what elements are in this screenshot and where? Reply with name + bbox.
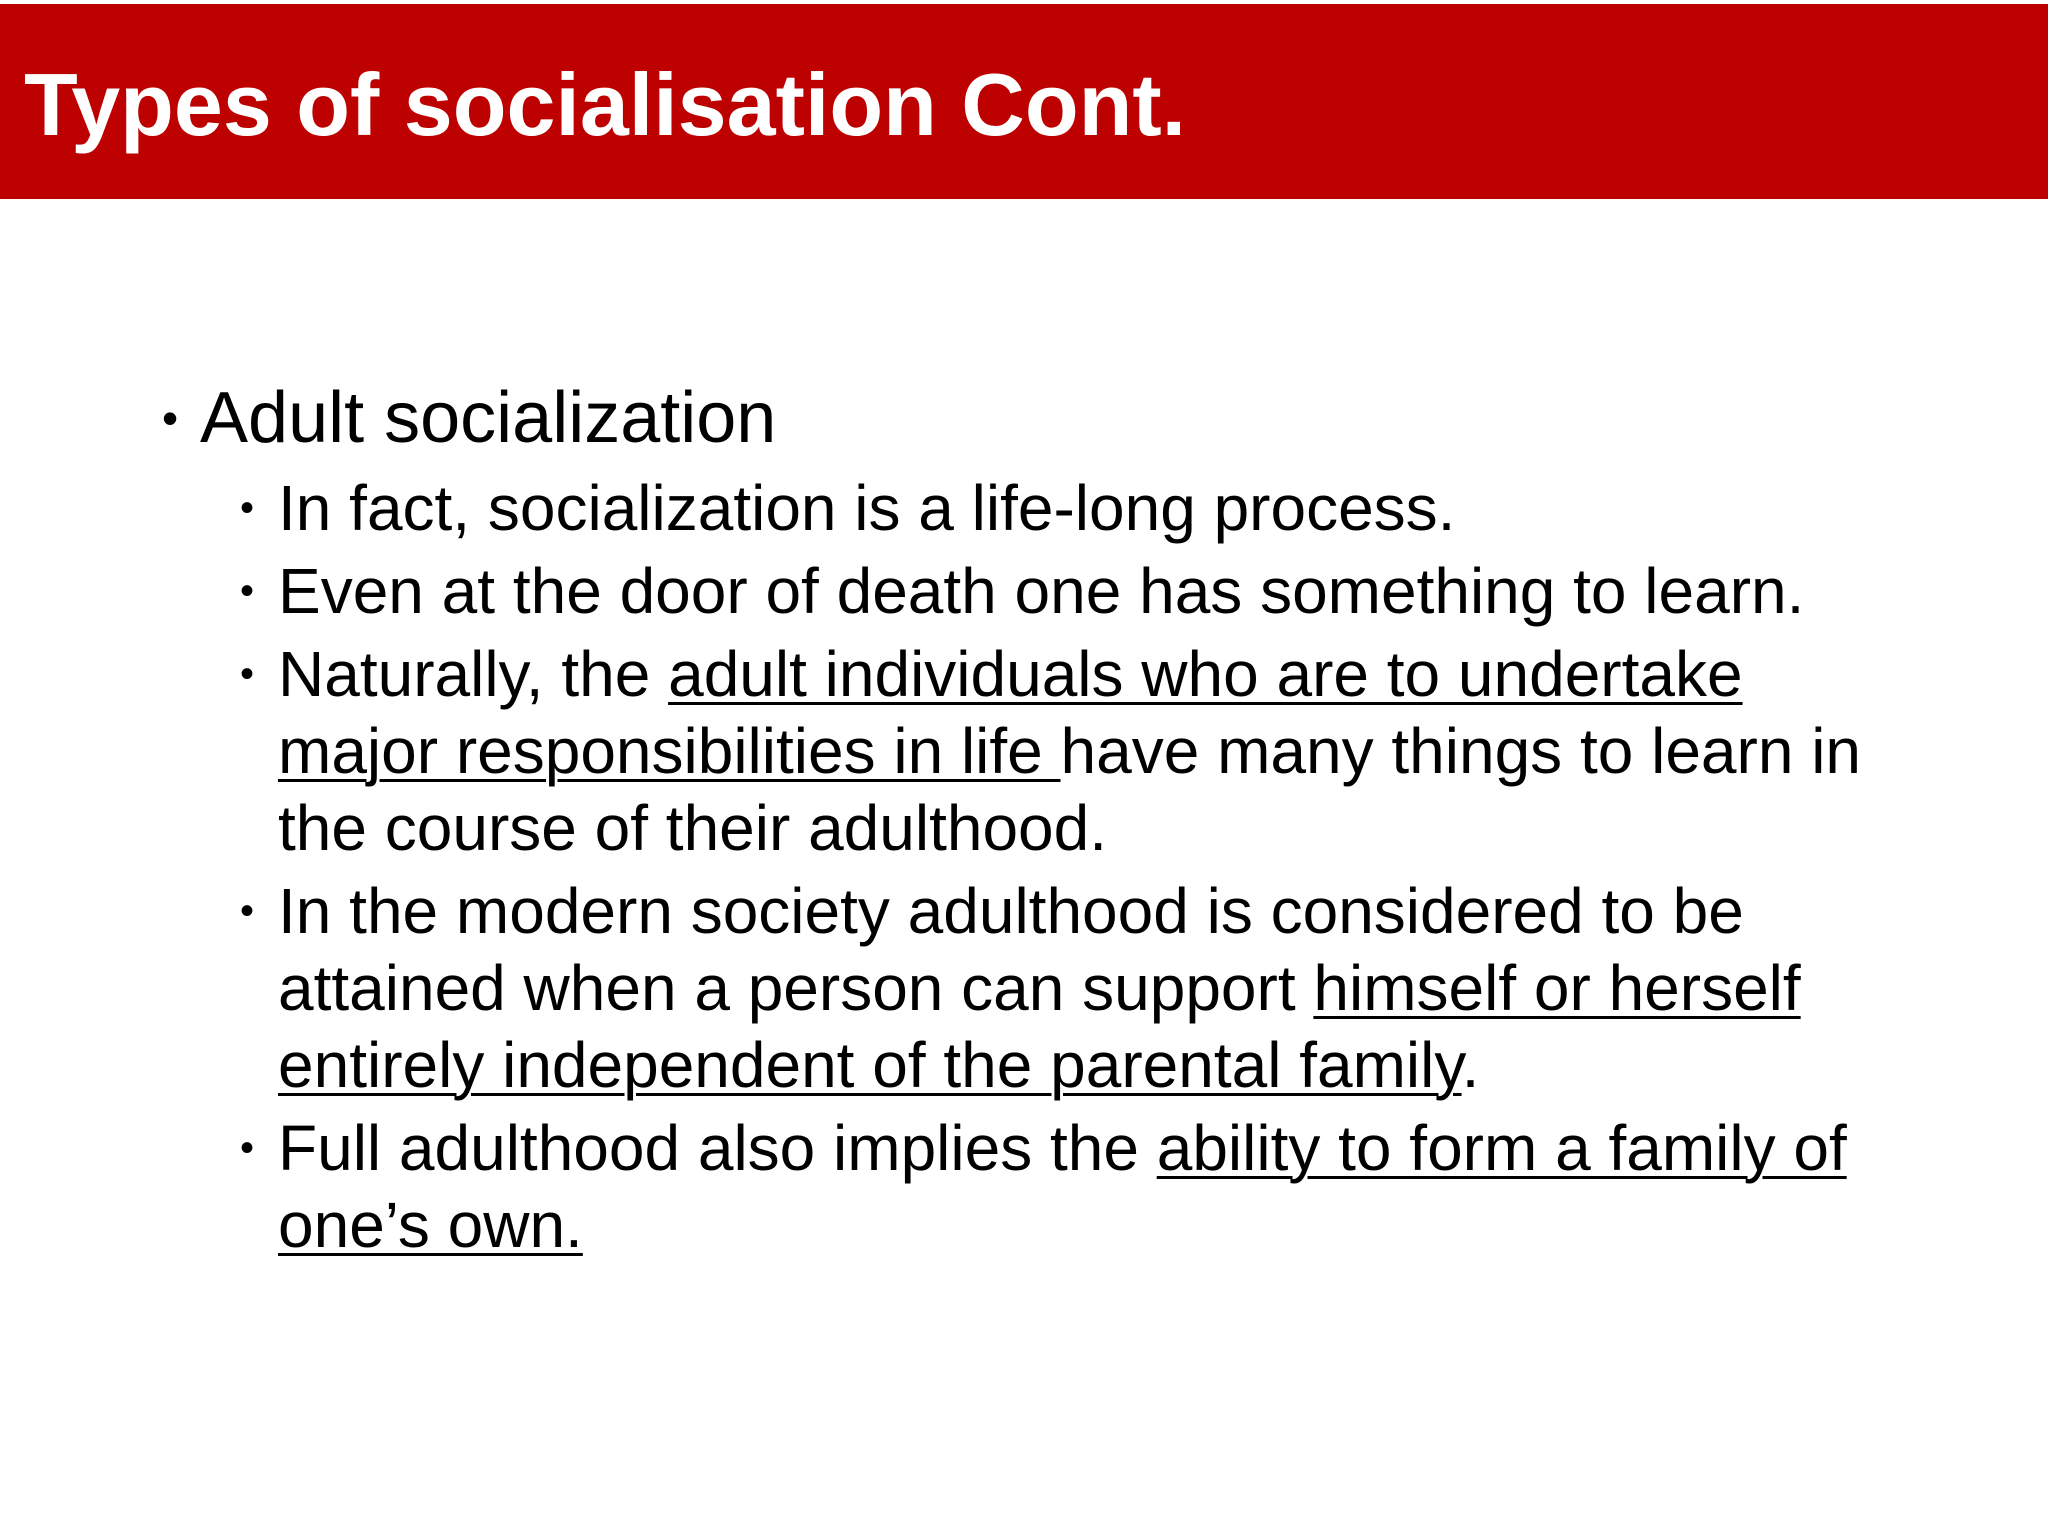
sub-bullet-modern-society [240,873,1918,1104]
sub-bullet-text-pre: In the modern society adulthood is considered to be attained when a person can support [278,875,1744,1024]
sub-bullet-life-long [240,470,1918,547]
title-bar [0,4,2048,199]
bullet-dot-icon: • [240,1126,255,1170]
sub-bullet-text-pre: Full adulthood also implies the [278,1112,1157,1184]
bullet-dot-icon: • [240,569,255,613]
sub-bullet-text-post: have many things to learn in the course of their adulthood. [278,715,1861,864]
bullet-dot-icon: • [240,486,255,530]
sub-bullet-responsibilities [240,636,1918,867]
sub-bullet-door-of-death [240,553,1918,630]
sub-bullet-text: In fact, socialization is a life-long process. [278,472,1456,544]
sub-bullet-text-underlined: adult individuals who are to undertake major responsibilities in life [278,638,1743,787]
bullet-dot-icon: • [162,392,179,444]
sub-bullet-text-pre: Naturally, the [278,638,669,710]
bullet-main-text: Adult socialization [200,378,777,458]
slide-title: Types of socialisation Cont. [24,55,1187,154]
sub-bullet-text: Even at the door of death one has something to learn. [278,555,1805,627]
bullet-adult-socialization [160,372,1960,464]
bullet-dot-icon: • [240,652,255,696]
slide-content [160,372,1960,1264]
bullet-dot-icon: • [240,889,255,933]
sub-bullet-text-underlined: himself or herself entirely independent of the parental family [278,952,1801,1101]
sub-bullet-list [160,470,1960,1264]
sub-bullet-text-post: . [1461,1029,1480,1101]
sub-bullet-full-adulthood [240,1110,1918,1264]
sub-bullet-text-underlined: ability to form a family of one’s own. [278,1112,1847,1261]
